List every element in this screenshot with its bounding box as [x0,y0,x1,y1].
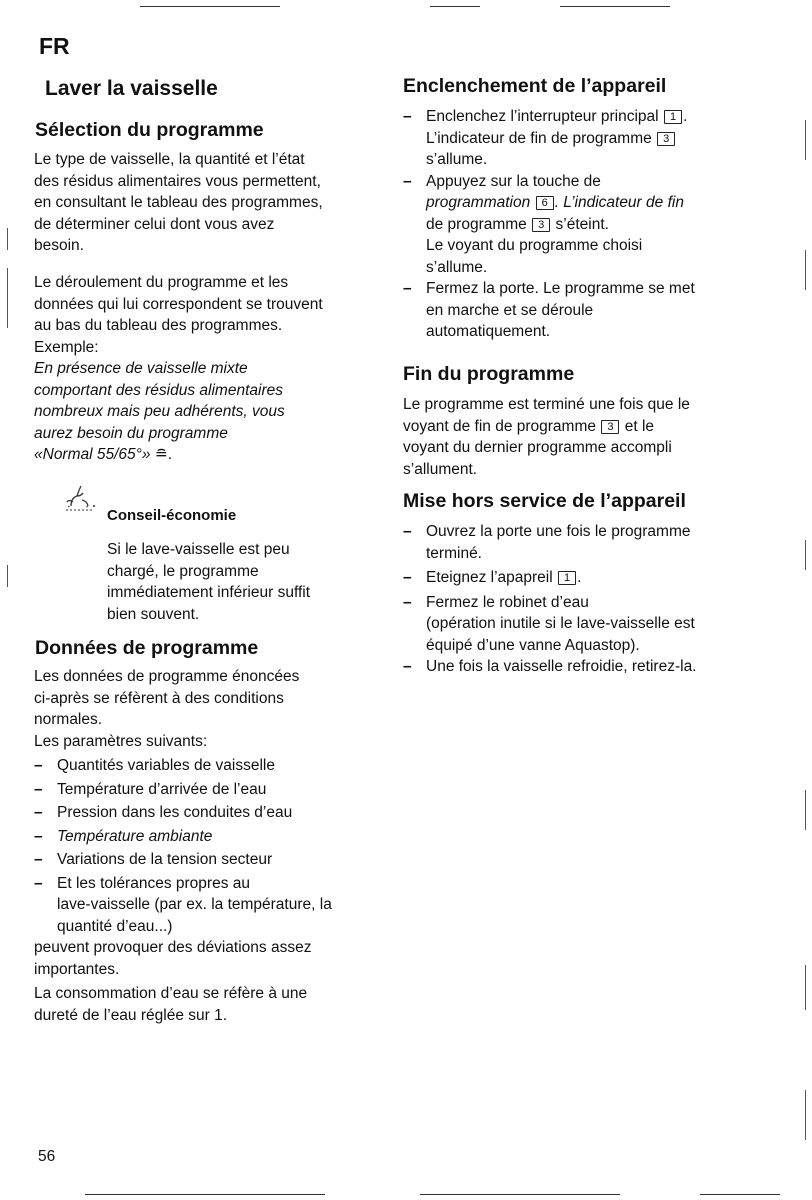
text-line: en consultant le tableau des programmes, [34,194,323,211]
scan-mark [805,965,806,1010]
text-line: chargé, le programme [107,562,259,580]
list-item [403,521,773,564]
text-line [426,214,773,236]
text-line: en marche et se déroule [426,301,594,319]
list-item [34,873,379,938]
list-item: – Variations de la tension secteur [34,849,379,871]
text-line: importantes. [34,960,120,978]
text-line: – Eteignez l’apapreil 1 . [426,569,582,586]
text-line: – Fermez le robinet d’eau [426,593,589,611]
text-line: automatiquement. [426,323,551,340]
text-line: La consommation d’eau se réfère à une [34,985,308,1002]
scan-mark [805,790,806,830]
text-line: Le déroulement du programme et les [34,274,289,291]
heading-donnees: Données de programme [35,637,259,659]
program-name: «Normal 55/65°» [34,446,151,463]
scan-mark [805,120,806,160]
text-line: s’allume. [426,151,488,168]
text-line: immédiatement inférieur suffit [107,584,311,601]
list-item: – Pression dans les conduites d’eau [34,802,379,824]
text-line: besoin. [34,237,84,254]
key-main-switch: 1 [558,571,576,585]
donnees-body [34,666,379,1026]
text-run: voyant de fin de programme [403,417,596,435]
scan-rule [140,6,280,7]
text-run: . L’indicateur de fin [554,194,684,211]
text-line: Le type de vaisselle, la quantité et l’état [34,151,305,168]
text-run: et le [624,417,655,435]
mise-body [403,521,773,678]
text-line: nombreux mais peu adhérents, vous [34,403,285,420]
list-item [403,567,773,589]
text-line: bien souvent. [107,605,200,623]
text-line: – Fermez la porte. Le programme se met [426,280,695,297]
text-line: Le voyant du programme choisi [426,237,643,254]
list-item: – Température ambiante [34,826,379,848]
scan-rule [85,1194,325,1195]
text-line: – Ouvrez la porte une fois le programme [426,523,691,540]
text-line: données qui lui correspondent se trouvent [34,295,323,313]
text-line: dureté de l’eau réglée sur 1. [34,1006,228,1024]
text-line: ci-après se réfèrent à des conditions [34,689,284,707]
text-line: – Et les tolérances propres au [57,874,250,892]
tip-label: Conseil-économie [107,507,237,524]
text-run: programmation [426,194,531,211]
text-line: comportant des résidus alimentaires [34,381,283,399]
list-item: – Température d’arrivée de l’eau [34,779,379,801]
text-line: Les données de programme énoncées [34,668,300,685]
scan-mark [805,540,806,570]
key-end-indicator: 3 [532,218,550,232]
text-line: s’allume. [426,258,488,276]
list-item [403,171,773,279]
text-line: Le programme est terminé une fois que le [403,396,690,413]
text-line: (opération inutile si le lave-vaisselle est [426,615,695,632]
scan-rule [420,1194,620,1195]
list-item [403,592,773,657]
scan-mark [7,228,8,250]
key-main-switch: 1 [664,110,682,124]
text-line [403,416,773,438]
heading-enclenchement: Enclenchement de l’appareil [403,75,667,97]
text-line: peuvent provoquer des déviations assez [34,939,312,956]
text-line: des résidus alimentaires vous permettent, [34,172,321,190]
list-item [403,106,773,171]
text-run: s’éteint. [555,215,609,233]
key-end-indicator: 3 [601,420,619,434]
list-item: – Une fois la vaisselle refroidie, retirez-la. [403,656,773,678]
enclenchement-body [403,106,773,343]
selection-para2 [34,272,379,466]
key-end-indicator: 3 [657,132,675,146]
scan-mark [805,250,806,290]
text-line: Les paramètres suivants: [34,732,208,750]
text-line: s’allument. [403,460,478,478]
text-line: En présence de vaisselle mixte [34,360,248,377]
program-symbol: ≘. [154,446,173,463]
text-line: normales. [34,711,103,728]
page-number: 56 [38,1148,56,1165]
heading-mise-hors-service: Mise hors service de l’appareil [403,490,686,512]
text-line: équipé d’une vanne Aquastop). [426,636,640,654]
text-line [426,128,773,150]
scan-rule [430,6,480,7]
page-title: Laver la vaisselle [45,77,218,100]
text-run: L’indicateur de fin de programme [426,129,652,147]
text-run: Eteignez l’apapreil [426,569,553,586]
tip-text [107,539,367,625]
text-line: terminé. [426,544,482,562]
scan-mark [805,1090,806,1140]
text-run: Enclenchez l’interrupteur principal [426,108,659,125]
text-line: voyant du dernier programme accompli [403,439,672,456]
text-line: de déterminer celui dont vous avez [34,215,275,233]
text-line: lave-vaisselle (par ex. la température, la [57,896,332,913]
language-tag: FR [39,33,70,59]
example-label: Exemple: [34,338,99,356]
key-programming: 6 [536,196,554,210]
heading-selection: Sélection du programme [35,119,264,141]
text-line: aurez besoin du programme [34,424,228,442]
scan-rule [700,1194,780,1195]
text-line: – Enclenchez l’interrupteur principal 1 . [426,108,688,125]
tip-icon [62,482,98,514]
text-line: Si le lave-vaisselle est peu [107,541,290,558]
selection-para1 [34,149,379,257]
text-line [426,192,773,214]
scan-mark [7,268,8,328]
scan-mark [7,565,8,587]
text-line: quantité d’eau...) [57,917,173,935]
scan-rule [560,6,670,7]
text-line: au bas du tableau des programmes. [34,317,283,334]
text-run: de programme [426,215,527,233]
list-item: – Quantités variables de vaisselle [34,755,379,777]
text-line: – Appuyez sur la touche de [426,172,601,190]
heading-fin: Fin du programme [403,363,575,385]
fin-body [403,394,773,480]
list-item [403,278,773,343]
example-last-line [34,444,379,466]
